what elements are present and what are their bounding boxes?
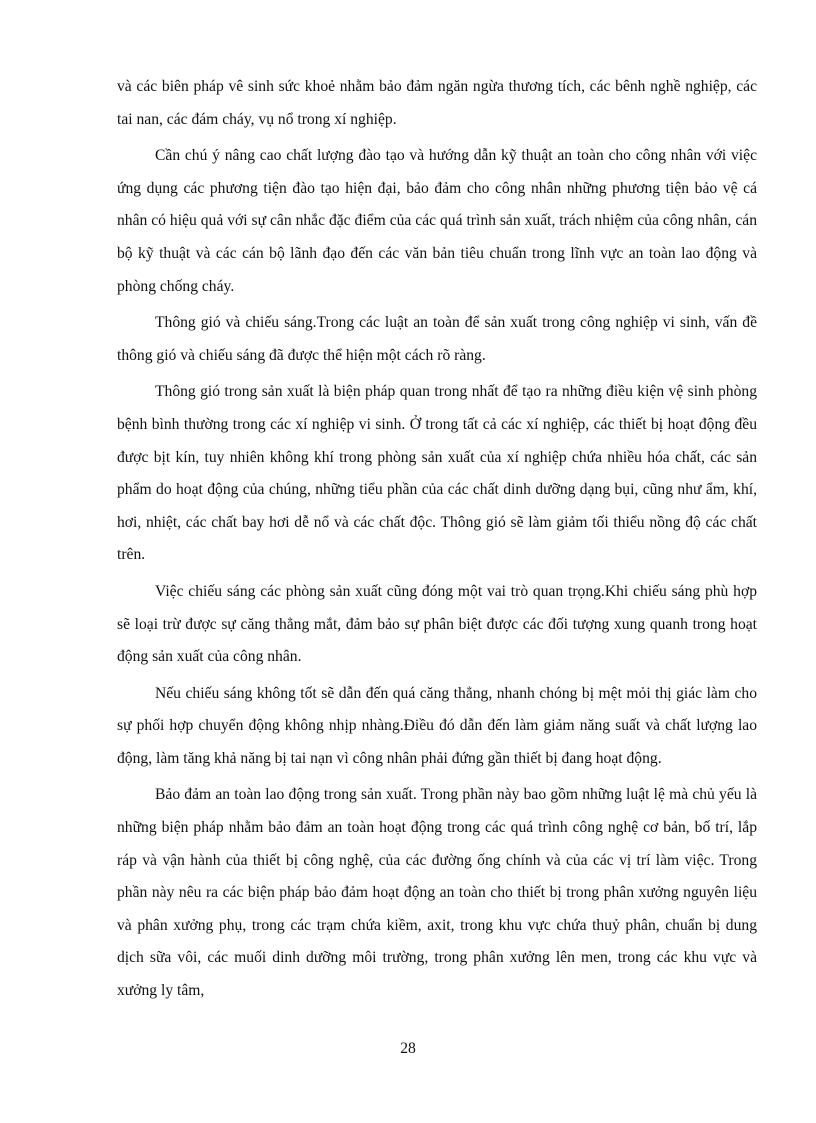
paragraph-2: Cần chú ý nâng cao chất lượng đào tạo và hướng dẫn kỹ thuật an toàn cho công nhân với việc ứng dụng các phương tiện đào tạo hiện đại, bảo đảm cho công nhân những phương tiện bảo vệ cá nhân có hiệu quả với sự cân nhắc đặc điểm của các quá trình sản xuất, trách nhiệm của công nhân, cán bộ kỹ thuật và các cán bộ lãnh đạo đến các văn bản tiêu chuẩn trong lĩnh vực an toàn lao động và phòng chống cháy. [117,147,757,295]
paragraph-1: và các biên pháp vê sinh sức khoẻ nhằm bảo đảm ngăn ngừa thương tích, các bênh nghề nghiệp, các tai nan, các đám cháy, vụ nổ trong xí nghiệp. [117,78,757,128]
paragraph-4: Thông gió trong sản xuất là biện pháp quan trong nhất để tạo ra những điều kiện vệ sinh phòng bệnh bình thường trong các xí nghiệp vi sinh. Ở trong tất cả các xí nghiệp, các thiết bị hoạt động đều được bịt kín, tuy nhiên không khí trong phòng sản xuất của xí nghiệp chứa nhiều hóa chất, các sản phẩm do hoạt động của chúng, những tiểu phần của các chất dinh dưỡng dạng bụi, cũng như ẩm, khí, hơi, nhiệt, các chất bay hơi dễ nổ và các chất độc. Thông gió sẽ làm giảm tối thiểu nồng độ các chất trên. [117,383,757,564]
paragraph-7: Bảo đảm an toàn lao động trong sản xuất. Trong phần này bao gồm những luật lệ mà chủ yếu là những biện pháp nhằm bảo đảm an toàn hoạt động trong các quá trình công nghệ cơ bản, bố trí, lắp ráp và vận hành của thiết bị công nghệ, của các đường ống chính và của các vị trí làm việc. Trong phần này nêu ra các biện pháp bảo đảm hoạt động an toàn cho thiết bị trong phân xưởng nguyên liệu và phân xưởng phụ, trong các trạm chứa kiềm, axit, trong khu vực chứa thuỷ phân, chuẩn bị dung dịch sữa vôi, các muối dinh dưỡng môi trường, trong phân xưởng lên men, trong các khu vực và xưởng ly tâm, [117,786,757,1000]
page-number: 28 [400,1040,416,1057]
paragraph-5: Việc chiếu sáng các phòng sản xuất cũng đóng một vai trò quan trọng.Khi chiếu sáng phù hợp sẽ loại trừ được sự căng thẳng mắt, đảm bảo sự phân biệt được các đối tượng xung quanh trong hoạt động sản xuất của công nhân. [117,582,757,666]
paragraph-6: Nếu chiếu sáng không tốt sẽ dẫn đến quá căng thẳng, nhanh chóng bị mệt mỏi thị giác làm cho sự phối hợp chuyển động không nhịp nhàng.Điều đó dẫn đến làm giảm năng suất và chất lượng lao động, làm tăng khả năng bị tai nạn vì công nhân phải đứng gần thiết bị đang hoạt động. [117,684,757,767]
paragraph-3: Thông gió và chiếu sáng.Trong các luật an toàn để sản xuất trong công nghiệp vi sinh, vấn đề thông gió và chiếu sáng đã được thể hiện một cách rõ ràng. [117,314,757,364]
document-body [117,71,757,1008]
